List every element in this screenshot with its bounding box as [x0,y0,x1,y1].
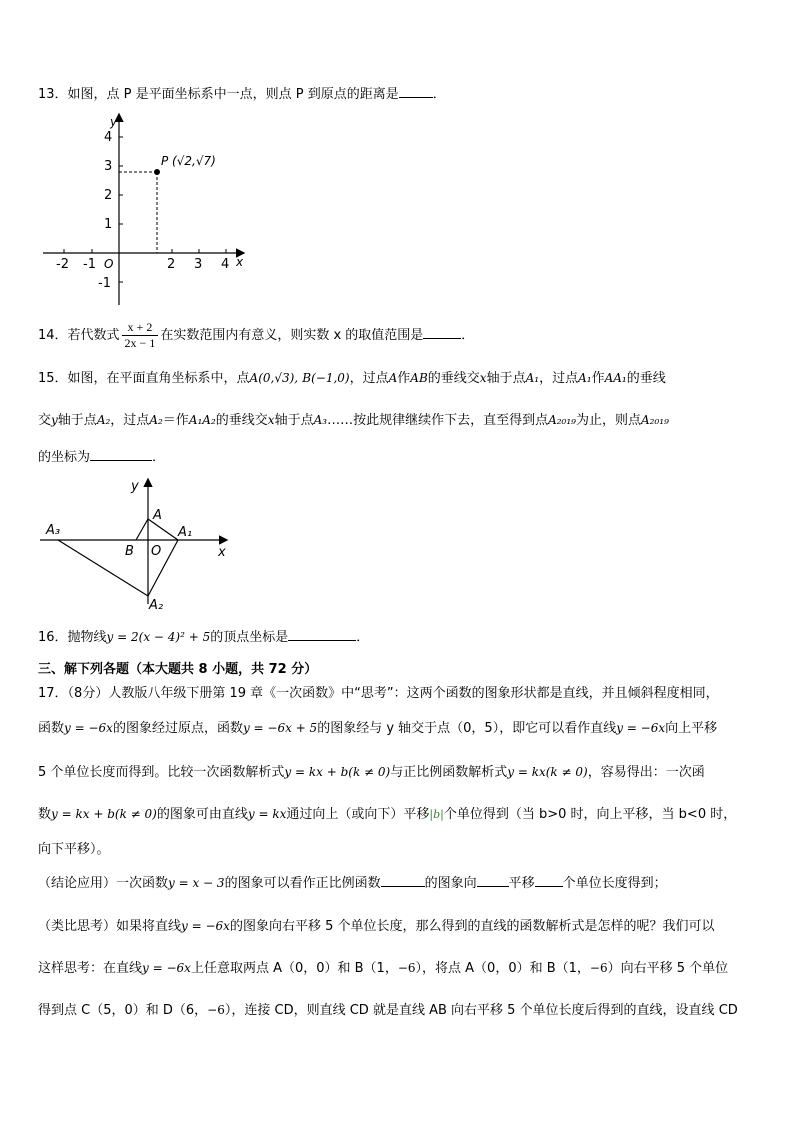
q17-line4: 数y = kx + b(k ≠ 0)的图象可由直线y = kx通过向上（或向下）平移|b|个单位得到（当 b>0 时，向上平移，当 b<0 时， [38,807,737,822]
q13-origin-label: O [104,257,114,271]
q13-x-tick: 2 [167,257,176,272]
q17-blank-direction[interactable] [477,872,509,887]
q13-coordinate-graph [38,110,258,310]
svg-text:B: B [125,544,134,559]
q13-x-tick: 4 [221,257,230,272]
q13-x-tick: -1 [83,257,96,272]
q17-blank-function[interactable] [381,872,425,887]
svg-text:O: O [151,544,162,559]
q17-line1: 17．（8分）人教版八年级下册第 19 章《一次函数》中“思考”：这两个函数的图象形状都是直线，并且倾斜程度相同， [38,686,719,701]
q16-text: 16．抛物线y = 2(x − 4)² + 5的顶点坐标是 ． [38,626,369,648]
q17-blank-units[interactable] [535,872,563,887]
svg-text:A₁: A₁ [178,525,193,540]
svg-text:A: A [153,508,162,523]
q15-answer-blank[interactable] [90,446,152,461]
q13-y-tick: 3 [104,159,113,174]
q17-line6: （结论应用）一次函数y = x − 3的图象可以看作正比例函数 的图象向 平移 个单位长度得到； [38,872,667,894]
q14-text: 14．若代数式 $\frac{x + 2}{2x - 1}$ 在实数范围内有意义，则实数 x 的取值范围是 ． [38,320,475,350]
q13-answer-blank[interactable] [399,83,433,98]
q13-y-tick: 4 [104,130,113,145]
q17-line3: 5 个单位长度而得到。比较一次函数解析式y = kx + b(k ≠ 0)与正比例函数解析式y = kx(k ≠ 0)，容易得出：一次函 [38,765,705,780]
svg-text:A₃: A₃ [46,523,61,538]
q13-point-p [154,169,160,175]
q13-y-tick: 1 [104,217,113,232]
q15-line1: 15．如图，在平面直角坐标系中，点A(0,√3), B(−1,0)，过点A作AB的垂线交x轴于点A₁，过点A₁作AA₁的垂线 [38,371,666,386]
q15-line2: 交y轴于点A₂，过点A₂＝作A₁A₂的垂线交x轴于点A₃……按此规律继续作下去，直至得到点A₂₀₁₉为止，则点A₂₀₁₉ [38,413,669,428]
q16-answer-blank[interactable] [288,626,356,641]
q17-line8: 这样思考：在直线y = −6x上任意取两点 A（0，0）和 B（1，−6），将点 A（0，0）和 B（1，−6）向右平移 5 个单位 [38,961,729,976]
q17-line9: 得到点 C（5，0）和 D（6，−6），连接 CD，则直线 CD 就是直线 AB 向右平移 5 个单位长度后得到的直线，设直线 CD [38,1003,738,1018]
q13-x-tick: 3 [194,257,203,272]
q13-x-label: x [236,255,244,269]
q15-geometry-graph [38,476,248,616]
q17-line2: 函数y = −6x的图象经过原点，函数y = −6x + 5的图象经与 y 轴交于点（0，5），即它可以看作直线y = −6x向上平移 [38,721,718,736]
q13-y-label: y [110,115,118,129]
q15-segment-a2a3 [58,540,148,596]
q13-text: 13．如图，点 P 是平面坐标系中一点，则点 P 到原点的距离是 ． [38,83,446,105]
svg-text:A₂: A₂ [149,598,164,613]
q17-line7: （类比思考）如果将直线y = −6x的图象向右平移 5 个单位长度，那么得到的直线的函数解析式是怎样的呢？我们可以 [38,919,715,934]
section-3-heading: 三、解下列各题（本大题共 8 小题，共 72 分） [38,662,318,677]
q13-y-tick: -1 [98,276,111,291]
q15-segment-ba [136,519,148,540]
svg-text:y: y [131,479,139,494]
q13-point-label: P (√2,√7) [161,154,216,168]
q15-line3: 的坐标为 ． [38,446,165,468]
q13-y-tick: 2 [104,188,113,203]
svg-text:x: x [218,545,226,560]
q14-fraction: $\frac{x + 2}{2x - 1}$ [122,320,159,351]
q17-line5: 向下平移）。 [38,842,110,857]
q14-answer-blank[interactable] [423,324,461,339]
q13-x-tick: -2 [56,257,69,272]
q13-stem: 13．如图，点 P 是平面坐标系中一点，则点 P 到原点的距离是 [38,87,399,102]
